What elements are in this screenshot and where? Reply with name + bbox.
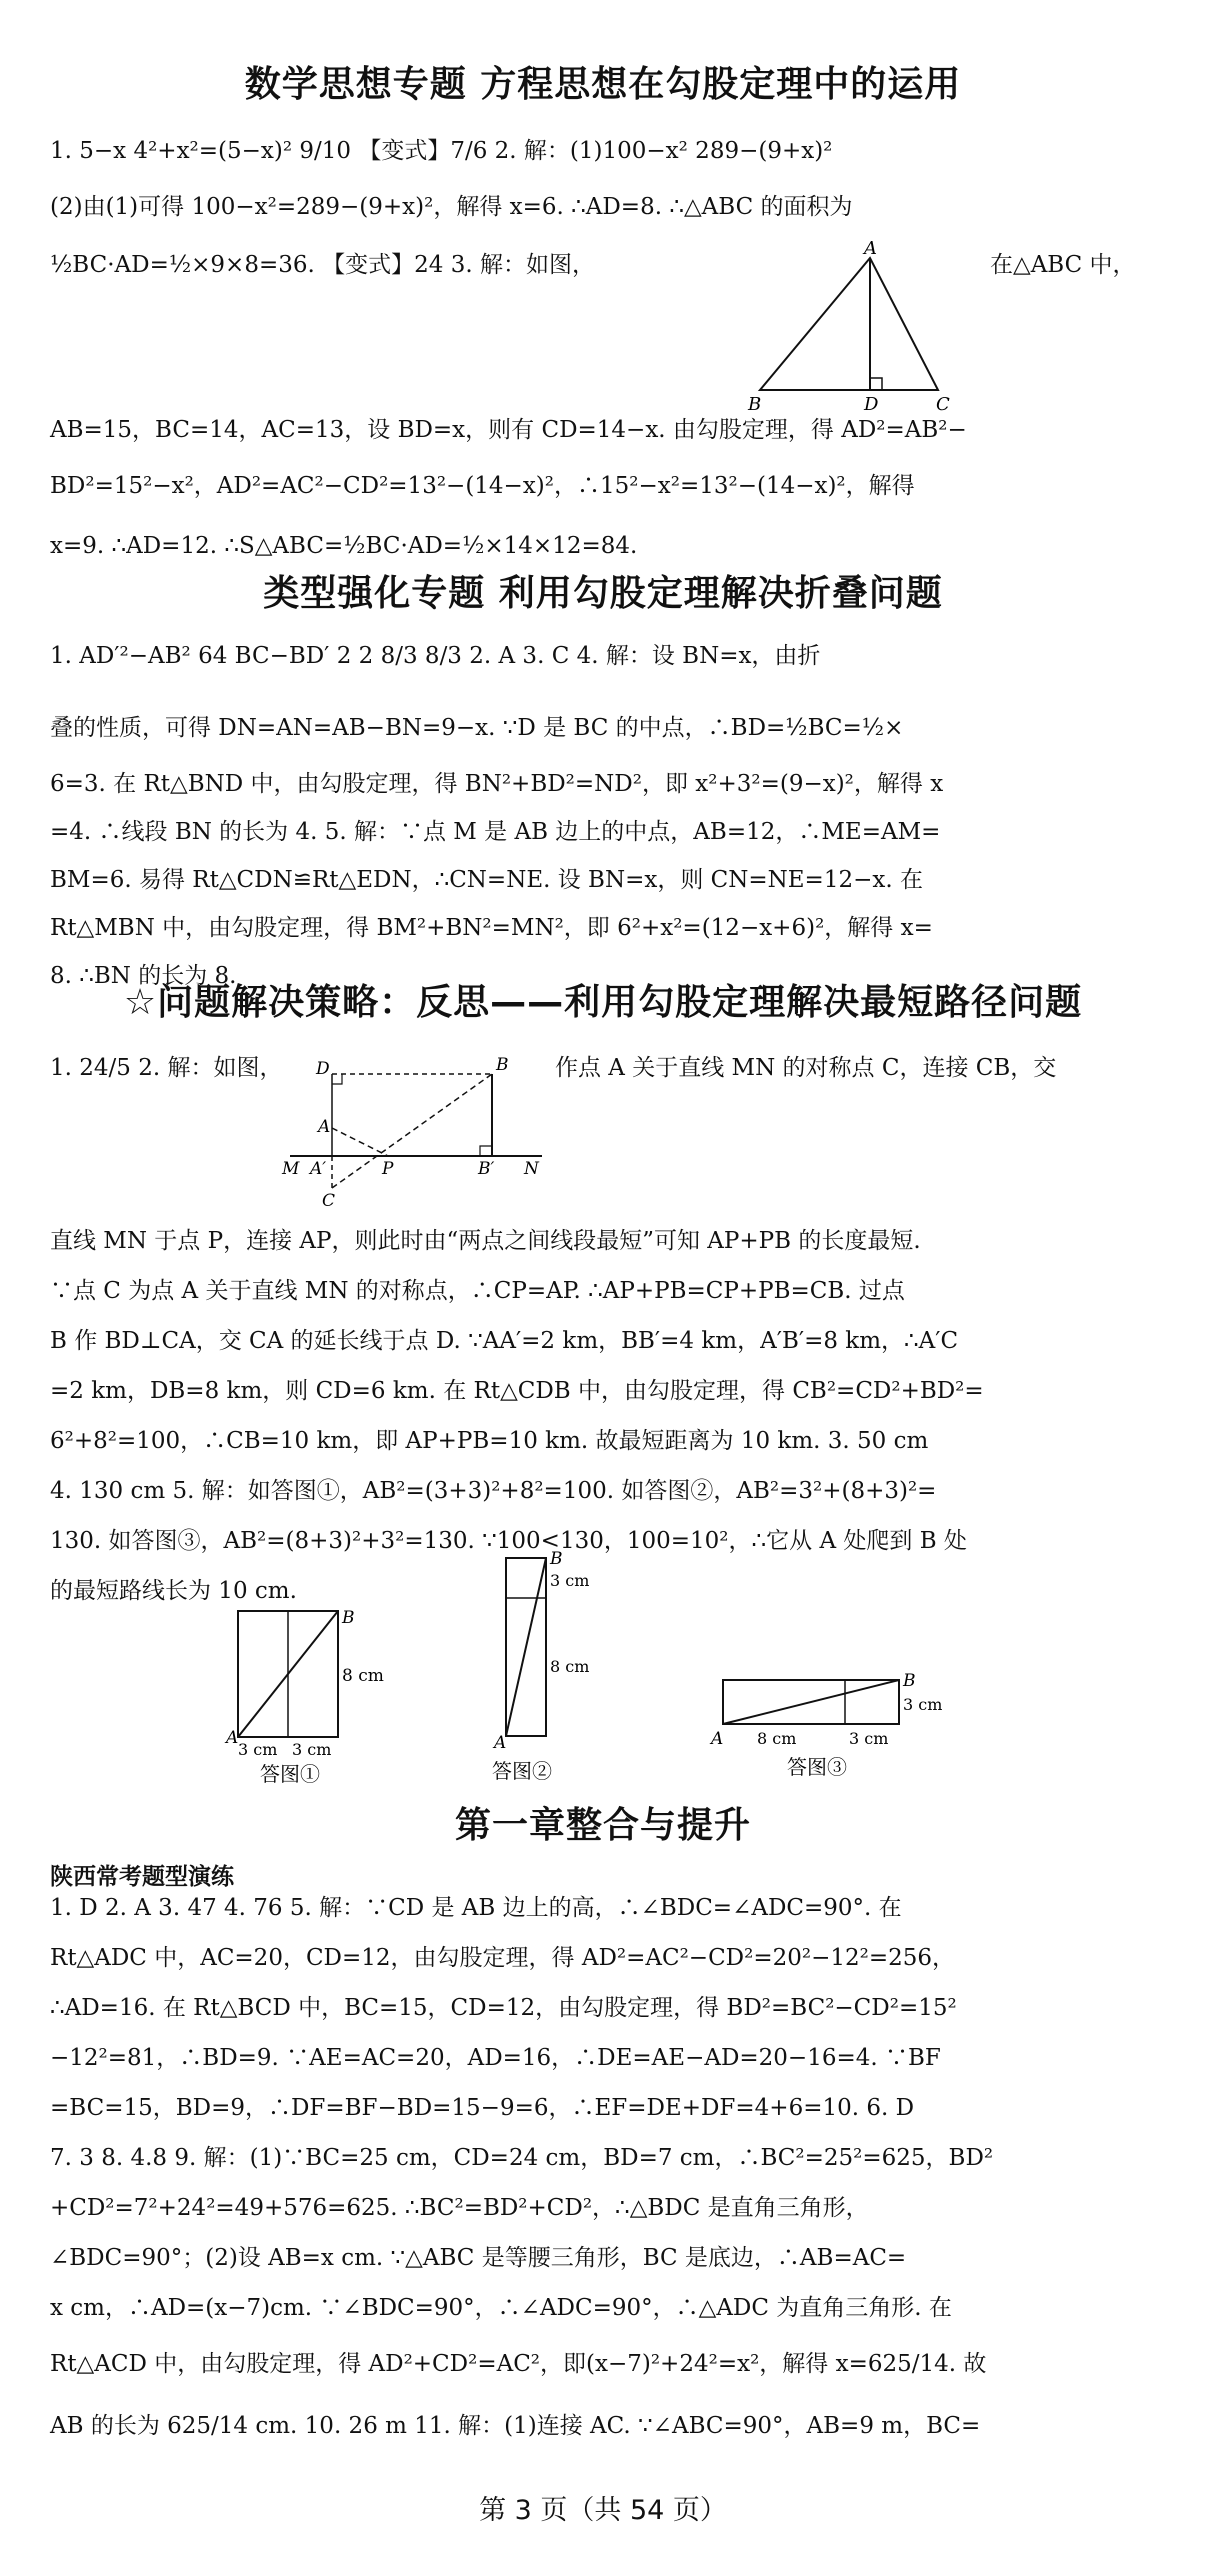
answer-figure-3 — [705, 1670, 965, 1800]
text-line: BD²=15²−x²，AD²=AC²−CD²=13²−(14−x)²，∴15²−x²=13²−(14−x)²，解得 — [50, 473, 915, 499]
width-label-1: 3 cm — [238, 1740, 278, 1759]
figure-caption: 答图① — [260, 1762, 320, 1786]
width-label-2: 3 cm — [292, 1740, 332, 1759]
text-line: Rt△ADC 中，AC=20，CD=12，由勾股定理，得 AD²=AC²−CD²=20²−12²=256， — [50, 1945, 956, 1971]
label-C: C — [322, 1191, 336, 1211]
text-line: ∠BDC=90°；(2)设 AB=x cm. ∵△ABC 是等腰三角形，BC 是底边，∴AB=AC= — [50, 2245, 907, 2271]
label-B: B — [550, 1549, 563, 1569]
height-label-2: 8 cm — [550, 1657, 590, 1676]
text-line: 1. AD′²−AB² 64 BC−BD′ 2 2 8/3 8/3 2. A 3. C 4. 解：设 BN=x，由折 — [50, 643, 821, 669]
label-D: D — [864, 394, 879, 415]
section-title-shortest-path: ☆问题解决策略：反思——利用勾股定理解决最短路径问题 — [123, 982, 1083, 1023]
text-line: +CD²=7²+24²=49+576=625. ∴BC²=BD²+CD²，∴△BDC 是直角三角形， — [50, 2195, 869, 2221]
text-line: ∴AD=16. 在 Rt△BCD 中，BC=15，CD=12，由勾股定理，得 BD²=BC²−CD²=15² — [50, 1995, 957, 2021]
label-A: A — [226, 1728, 239, 1748]
text-line: x cm，∴AD=(x−7)cm. ∵∠BDC=90°，∴∠ADC=90°，∴△ADC 为直角三角形. 在 — [50, 2295, 952, 2321]
section-title-folding: 类型强化专题 利用勾股定理解决折叠问题 — [263, 573, 943, 614]
text-line: AB 的长为 625/14 cm. 10. 26 m 11. 解：(1)连接 AC. ∵∠ABC=90°，AB=9 m，BC= — [50, 2413, 981, 2439]
text-line: 叠的性质，可得 DN=AN=AB−BN=9−x. ∵D 是 BC 的中点，∴BD=½BC=½× — [50, 715, 904, 741]
text-line: 直线 MN 于点 P，连接 AP，则此时由“两点之间线段最短”可知 AP+PB 的长度最短. — [50, 1228, 921, 1254]
text-line: ∵点 C 为点 A 关于直线 MN 的对称点，∴CP=AP. ∴AP+PB=CP+PB=CB. 过点 — [50, 1278, 905, 1304]
page-footer: 第 3 页（共 54 页） — [479, 2495, 727, 2526]
mirror-figure — [280, 1048, 550, 1210]
label-N: N — [524, 1159, 539, 1179]
label-C: C — [936, 394, 950, 415]
text-line: (2)由(1)可得 100−x²=289−(9+x)²，解得 x=6. ∴AD=8. ∴△ABC 的面积为 — [50, 194, 853, 220]
text-line: 8. ∴BN 的长为 8. — [50, 963, 237, 989]
height-label: 3 cm — [903, 1695, 943, 1714]
subsection-title: 陕西常考题型演练 — [50, 1864, 234, 1890]
text-line: 6=3. 在 Rt△BND 中，由勾股定理，得 BN²+BD²=ND²，即 x²+3²=(9−x)²，解得 x — [50, 771, 944, 797]
text-line: 1. D 2. A 3. 47 4. 76 5. 解：∵CD 是 AB 边上的高，∴∠BDC=∠ADC=90°. 在 — [50, 1895, 902, 1921]
text-line: 1. 5−x 4²+x²=(5−x)² 9/10 【变式】7/6 2. 解：(1)100−x² 289−(9+x)² — [50, 138, 833, 164]
text-line: =BC=15，BD=9，∴DF=BF−BD=15−9=6，∴EF=DE+DF=4+6=10. 6. D — [50, 2095, 915, 2121]
triangle-figure — [740, 240, 960, 415]
answer-figure-2 — [492, 1548, 612, 1798]
text-line: 130. 如答图③，AB²=(8+3)²+3²=130. ∵100<130，100=10²，∴它从 A 处爬到 B 处 — [50, 1528, 967, 1554]
height-label: 8 cm — [342, 1666, 384, 1686]
width-label-2: 3 cm — [849, 1729, 889, 1748]
text-line: 4. 130 cm 5. 解：如答图①，AB²=(3+3)²+8²=100. 如答图②，AB²=3²+(8+3)²= — [50, 1478, 937, 1504]
text-line: −12²=81，∴BD=9. ∵AE=AC=20，AD=16，∴DE=AE−AD=20−16=4. ∵BF — [50, 2045, 941, 2071]
answer-figure-1 — [222, 1605, 384, 1795]
chapter-title: 第一章整合与提升 — [454, 1805, 751, 1846]
label-B: B — [342, 1608, 355, 1628]
label-A: A — [494, 1733, 507, 1753]
text-line: 1. 24/5 2. 解：如图， — [50, 1055, 283, 1081]
section-title-equation-thinking: 数学思想专题 方程思想在勾股定理中的运用 — [244, 64, 962, 105]
text-line: 的最短路线长为 10 cm. — [50, 1578, 297, 1604]
label-B: B — [903, 1671, 916, 1691]
text-line: 在△ABC 中， — [990, 252, 1136, 278]
width-label-1: 8 cm — [757, 1729, 797, 1748]
text-line: =2 km，DB=8 km，则 CD=6 km. 在 Rt△CDB 中，由勾股定理，得 CB²=CD²+BD²= — [50, 1378, 984, 1404]
figure-caption: 答图② — [492, 1759, 552, 1783]
text-line: =4. ∴线段 BN 的长为 4. 5. 解：∵点 M 是 AB 边上的中点，AB=12，∴ME=AM= — [50, 819, 941, 845]
text-line: Rt△ACD 中，由勾股定理，得 AD²+CD²=AC²，即(x−7)²+24²=x²，解得 x=625/14. 故 — [50, 2351, 987, 2377]
text-line: BM=6. 易得 Rt△CDN≌Rt△EDN，∴CN=NE. 设 BN=x，则 CN=NE=12−x. 在 — [50, 867, 923, 893]
text-line: 6²+8²=100，∴CB=10 km，即 AP+PB=10 km. 故最短距离为 10 km. 3. 50 cm — [50, 1428, 929, 1454]
label-M: M — [282, 1159, 300, 1179]
label-A: A — [864, 238, 877, 259]
text-line: 7. 3 8. 4.8 9. 解：(1)∵BC=25 cm，CD=24 cm，BD=7 cm，∴BC²=25²=625，BD² — [50, 2145, 994, 2171]
figure-caption: 答图③ — [787, 1755, 847, 1779]
label-A-prime: A′ — [310, 1159, 327, 1179]
text-line: x=9. ∴AD=12. ∴S△ABC=½BC·AD=½×14×12=84. — [50, 533, 638, 559]
text-line: ½BC·AD=½×9×8=36. 【变式】24 3. 解：如图， — [50, 252, 595, 278]
label-A: A — [711, 1729, 724, 1749]
text-line: AB=15，BC=14，AC=13，设 BD=x，则有 CD=14−x. 由勾股定理，得 AD²=AB²− — [50, 417, 967, 443]
label-P: P — [382, 1159, 394, 1179]
text-line: B 作 BD⊥CA，交 CA 的延长线于点 D. ∵AA′=2 km，BB′=4 km，A′B′=8 km，∴A′C — [50, 1328, 959, 1354]
label-D: D — [316, 1059, 330, 1079]
label-A: A — [318, 1117, 331, 1137]
height-label-1: 3 cm — [550, 1571, 590, 1590]
label-B: B — [748, 394, 762, 415]
label-B-prime: B′ — [478, 1159, 495, 1179]
text-line: 作点 A 关于直线 MN 的对称点 C，连接 CB，交 — [555, 1055, 1057, 1081]
label-B: B — [496, 1055, 509, 1075]
text-line: Rt△MBN 中，由勾股定理，得 BM²+BN²=MN²，即 6²+x²=(12−x+6)²，解得 x= — [50, 915, 933, 941]
